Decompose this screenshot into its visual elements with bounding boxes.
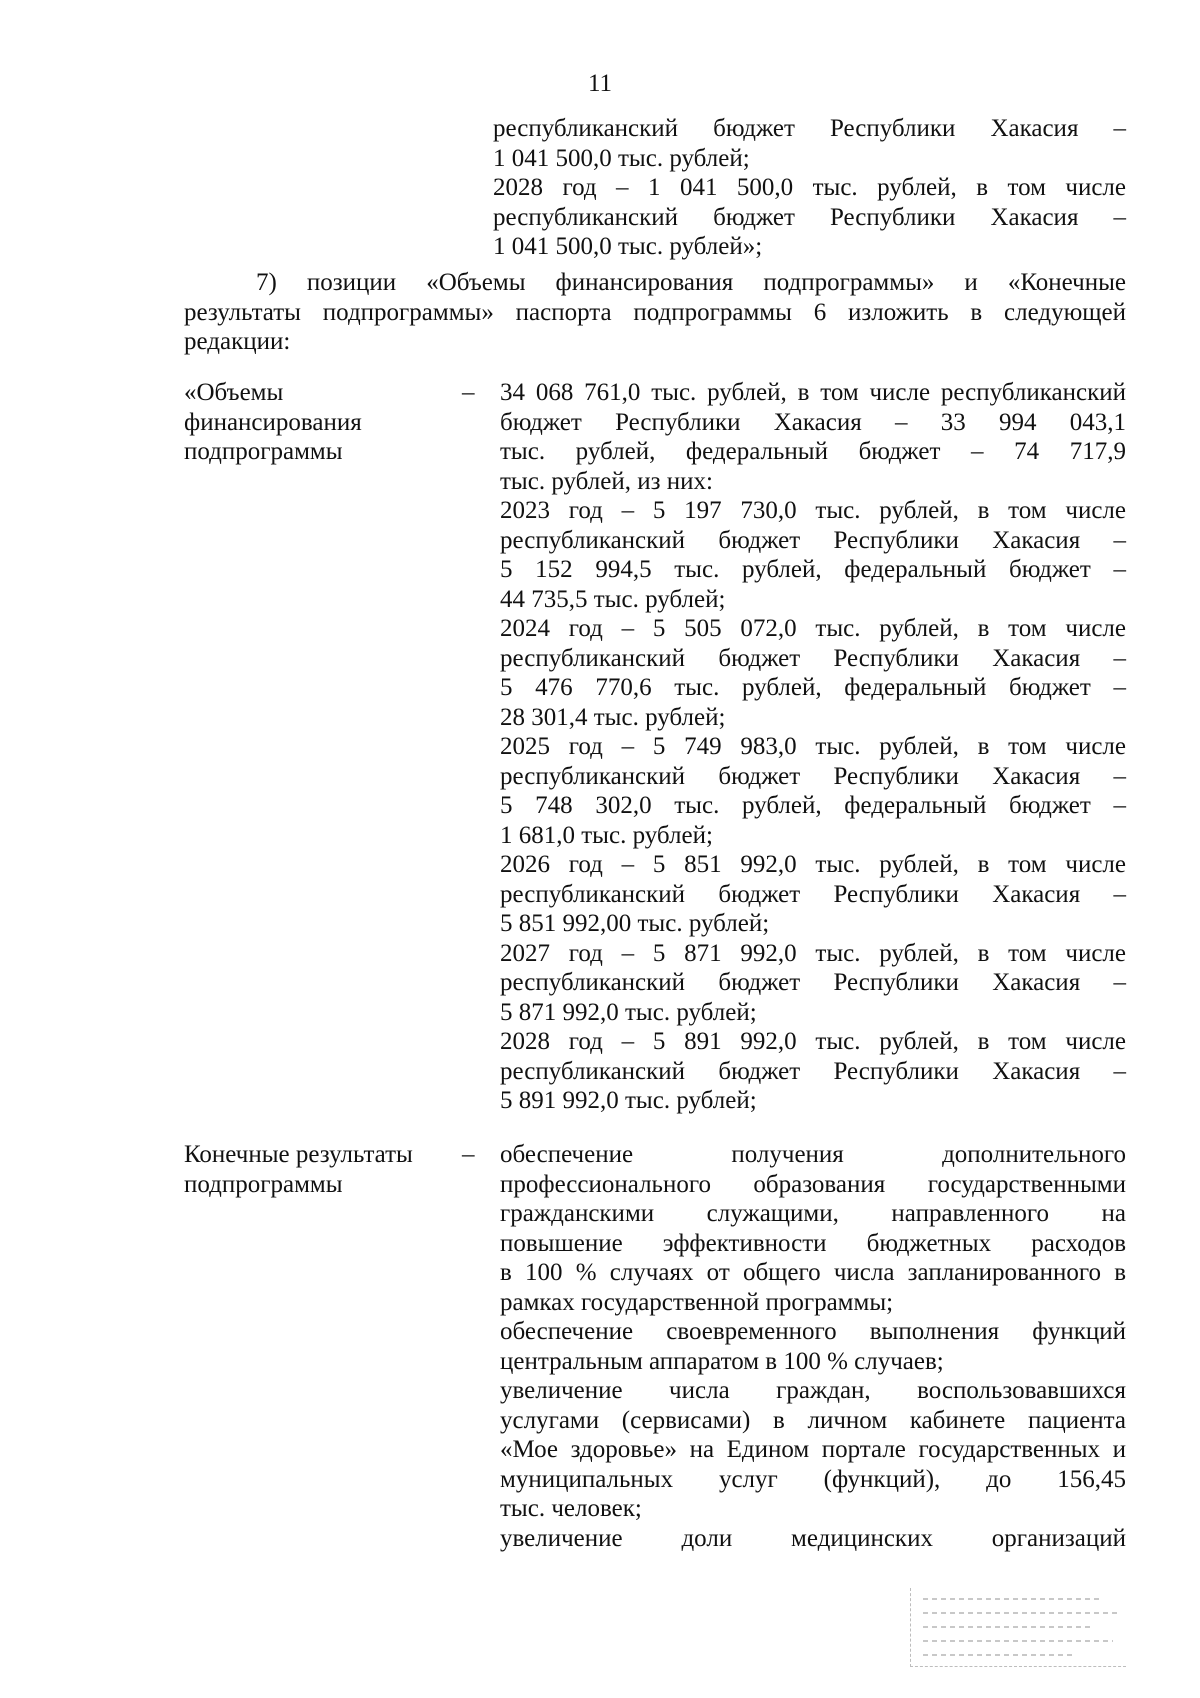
text-line: 5 152 994,5 тыс. рублей, федеральный бюджет – (500, 556, 1126, 583)
text-line: 5 891 992,0 тыс. рублей; (500, 1087, 757, 1114)
funding-dash: – (462, 379, 475, 406)
label-line: Конечные результаты (184, 1141, 413, 1168)
funding-value (500, 378, 1126, 1116)
text-line: 2024 год – 5 505 072,0 тыс. рублей, в том числе (500, 615, 1126, 642)
text-line: 5 851 992,00 тыс. рублей; (500, 910, 770, 937)
text-line: 2026 год – 5 851 992,0 тыс. рублей, в том числе (500, 851, 1126, 878)
text-line: 1 681,0 тыс. рублей; (500, 821, 713, 849)
text-line: рамках государственной программы; (500, 1288, 894, 1316)
text-line: республиканский бюджет Республики Хакасия – (493, 115, 1126, 142)
text-line: республиканский бюджет Республики Хакасия – (500, 526, 1126, 554)
label-line: подпрограммы (184, 1170, 343, 1198)
text-line: республиканский бюджет Республики Хакасия – (500, 1057, 1126, 1085)
results-label (184, 1140, 464, 1199)
page-number: 11 (587, 70, 613, 97)
faint-stamp-mark (910, 1588, 1126, 1667)
text-line: тыс. рублей, федеральный бюджет – 74 717,9 (500, 438, 1126, 465)
text-line: тыс. рублей, из них: (500, 467, 713, 495)
text-line: редакции: (184, 328, 291, 355)
text-line: бюджет Республики Хакасия – 33 994 043,1 (500, 408, 1126, 436)
text-line: республиканский бюджет Республики Хакасия – (500, 969, 1126, 996)
text-line: республиканский бюджет Республики Хакасия – (500, 644, 1126, 672)
text-line: 2023 год – 5 197 730,0 тыс. рублей, в том числе (500, 497, 1126, 524)
text-line: муниципальных услуг (функций), до 156,45 (500, 1465, 1126, 1493)
intro-top-paragraph (493, 114, 1126, 262)
text-line: 7) позиции «Объемы финансирования подпрограммы» и «Конечные (256, 269, 1126, 296)
text-line: 5 476 770,6 тыс. рублей, федеральный бюджет – (500, 674, 1126, 701)
text-line: повышение эффективности бюджетных расходов (500, 1229, 1126, 1257)
text-line: профессионального образования государственными (500, 1170, 1126, 1198)
text-line: увеличение доли медицинских организаций (500, 1524, 1126, 1552)
text-line: результаты подпрограммы» паспорта подпрограммы 6 изложить в следующей (184, 298, 1126, 326)
text-line: 2025 год – 5 749 983,0 тыс. рублей, в том числе (500, 733, 1126, 760)
label-line: «Объемы (184, 379, 284, 406)
results-value (500, 1140, 1126, 1553)
item-7-paragraph (184, 268, 1126, 357)
text-line: 2027 год – 5 871 992,0 тыс. рублей, в том числе (500, 939, 1126, 967)
text-line: тыс. человек; (500, 1495, 642, 1522)
text-line: обеспечение своевременного выполнения функций (500, 1318, 1126, 1345)
text-line: услугами (сервисами) в личном кабинете пациента (500, 1406, 1126, 1434)
text-line: гражданскими служащими, направленного на (500, 1200, 1126, 1227)
text-line: 5 871 992,0 тыс. рублей; (500, 998, 757, 1026)
text-line: в 100 % случаях от общего числа запланированного в (500, 1259, 1126, 1286)
label-line: финансирования (184, 408, 362, 436)
text-line: республиканский бюджет Республики Хакасия – (500, 762, 1126, 790)
text-line: 5 748 302,0 тыс. рублей, федеральный бюджет – (500, 792, 1126, 819)
text-line: обеспечение получения дополнительного (500, 1141, 1126, 1168)
text-line: 1 041 500,0 тыс. рублей»; (493, 233, 763, 260)
label-line: подпрограммы (184, 438, 343, 465)
text-line: республиканский бюджет Республики Хакасия – (500, 880, 1126, 908)
funding-label (184, 378, 464, 467)
text-line: увеличение числа граждан, воспользовавшихся (500, 1377, 1126, 1404)
text-line: 1 041 500,0 тыс. рублей; (493, 144, 750, 172)
text-line: 2028 год – 5 891 992,0 тыс. рублей, в том числе (500, 1028, 1126, 1055)
results-dash: – (462, 1141, 475, 1168)
text-line: «Мое здоровье» на Едином портале государственных и (500, 1436, 1126, 1463)
text-line: 34 068 761,0 тыс. рублей, в том числе республиканский (500, 379, 1126, 406)
text-line: 28 301,4 тыс. рублей; (500, 703, 726, 731)
text-line: центральным аппаратом в 100 % случаев; (500, 1347, 944, 1375)
text-line: республиканский бюджет Республики Хакасия – (493, 203, 1126, 231)
text-line: 2028 год – 1 041 500,0 тыс. рублей, в том числе (493, 174, 1126, 201)
text-line: 44 735,5 тыс. рублей; (500, 585, 726, 613)
